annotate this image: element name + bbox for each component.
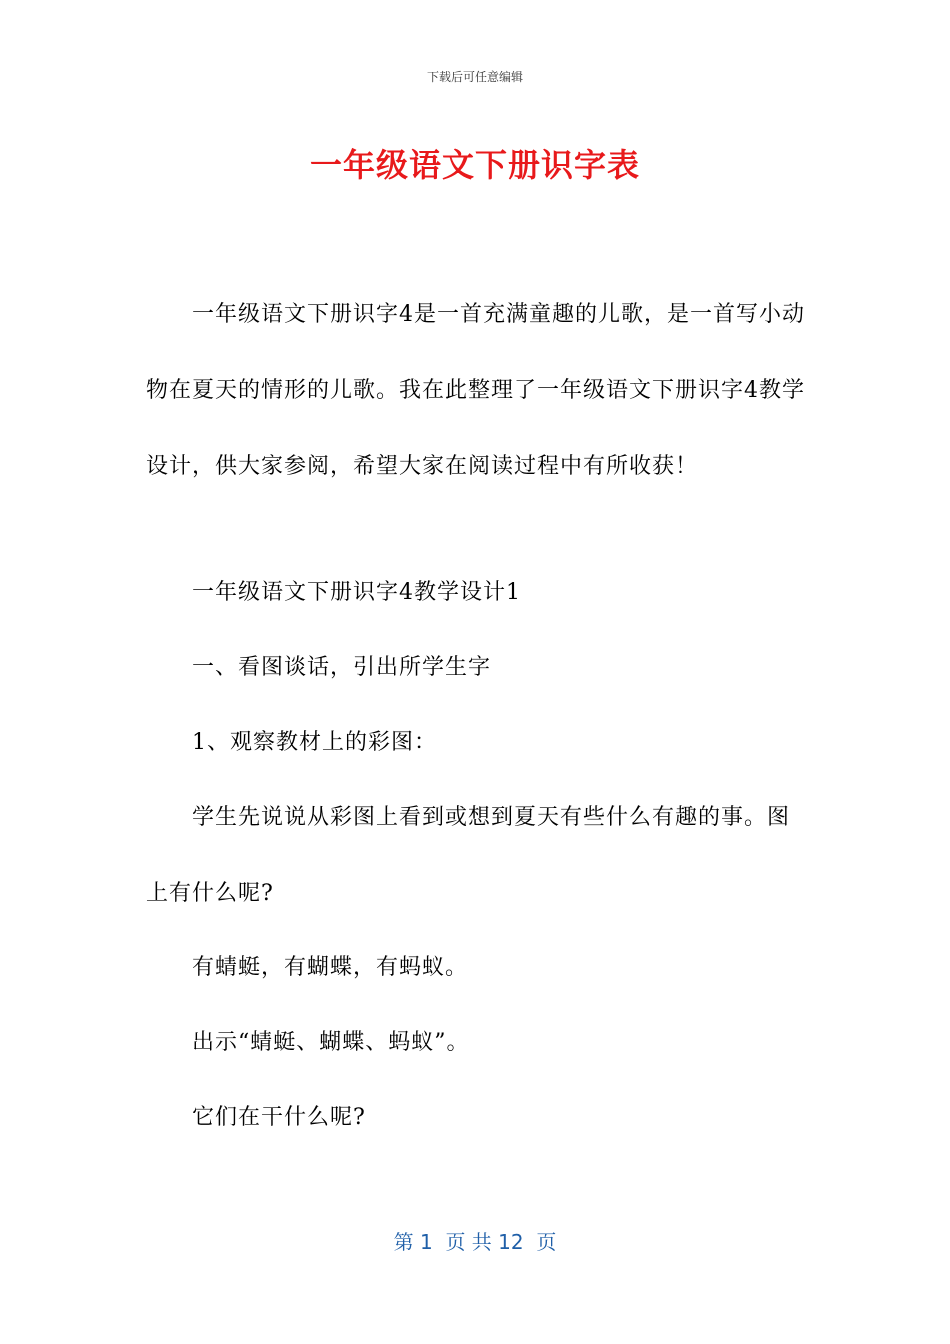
- page-number-footer: 第 1 页 共 12 页: [393, 1230, 557, 1254]
- document-title: 一年级语文下册识字表: [309, 146, 640, 184]
- sub-step-heading: 1、观察教材上的彩图：: [192, 730, 437, 755]
- body-paragraph: 它们在干什么呢?: [192, 1105, 366, 1130]
- header-note: 下载后可任意编辑: [426, 70, 523, 84]
- body-paragraph: 出示“蜻蜓、蝴蝶、蚂蚁”。: [192, 1030, 470, 1055]
- intro-paragraph: 一年级语文下册识字4是一首充满童趣的儿歌，是一首写小动物在夏天的情形的儿歌。我在此整理了一年级语文下册识字4教学设计，供大家参阅，希望大家在阅读过程中有所收获！: [146, 302, 805, 479]
- body-paragraph: 有蜻蜓，有蝴蝶，有蚂蚁。: [192, 955, 469, 980]
- section-heading: 一年级语文下册识字4教学设计1: [192, 580, 521, 605]
- step-heading: 一、看图谈话，引出所学生字: [192, 655, 492, 680]
- body-paragraph: 学生先说说从彩图上看到或想到夏天有些什么有趣的事。图上有什么呢?: [146, 805, 791, 906]
